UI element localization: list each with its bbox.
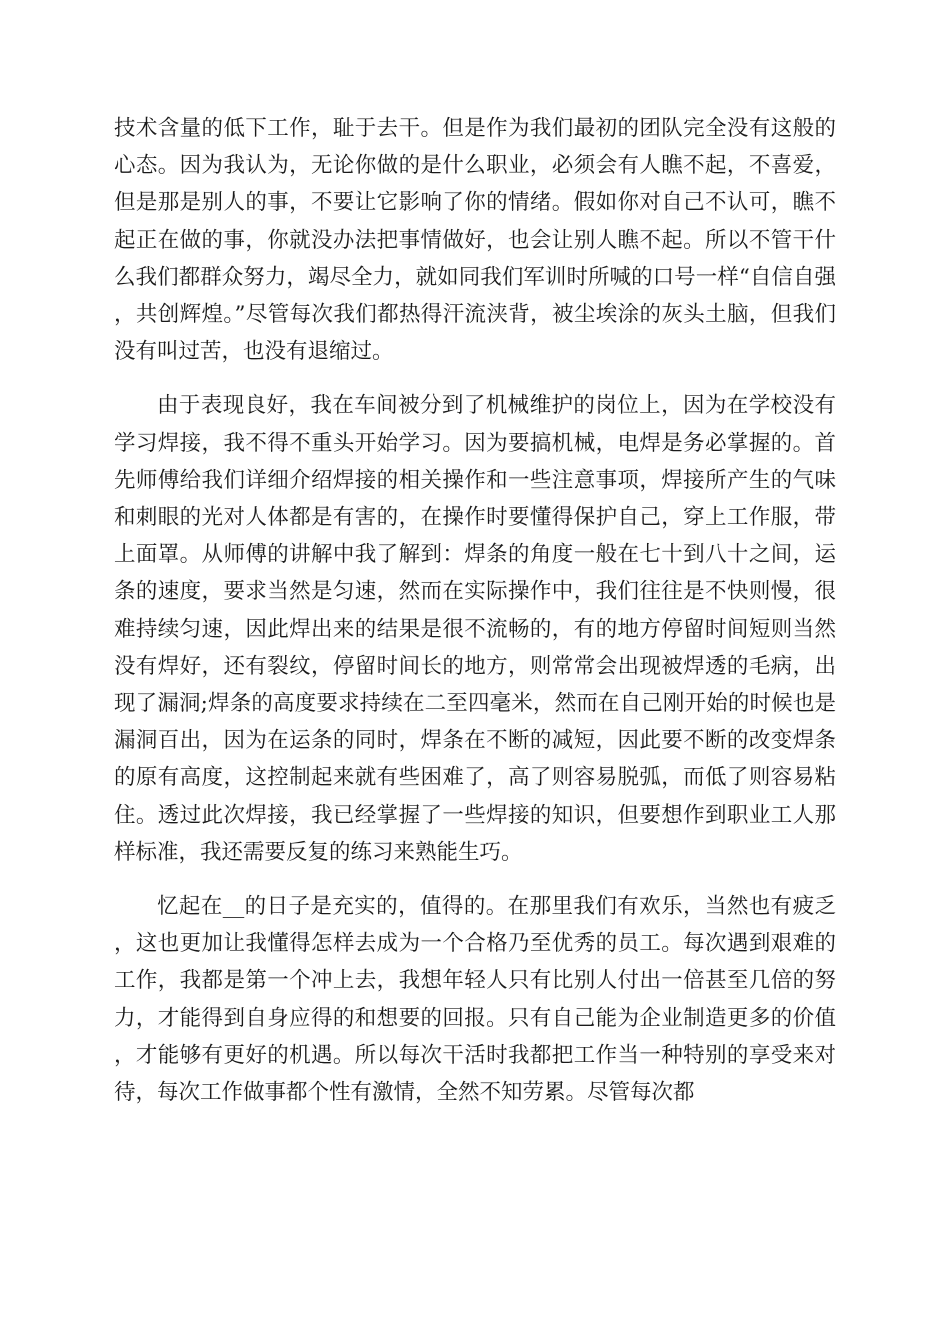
paragraph-2: 由于表现良好，我在车间被分到了机械维护的岗位上，因为在学校没有学习焊接，我不得不重头开始学习。因为要搞机械，电焊是务必掌握的。首先师傅给我们详细介绍焊接的相关操作和一些注意事项，焊接所产生的气味和刺眼的光对人体都是有害的，在操作时要懂得保护自己，穿上工作服，带上面罩。从师傅的讲解中我了解到：焊条的角度一般在七十到八十之间，运条的速度，要求当然是匀速，然而在实际操作中，我们往往是不快则慢，很难持续匀速，因此焊出来的结果是很不流畅的，有的地方停留时间短则当然没有焊好，还有裂纹，停留时间长的地方，则常常会出现被焊透的毛病，出现了漏洞;焊条的高度要求持续在二至四毫米，然而在自己刚开始的时候也是漏洞百出，因为在运条的同时，焊条在不断的减短，因此要不断的改变焊条的原有高度，这控制起来就有些困难了，高了则容易脱弧，而低了则容易粘住。透过此次焊接，我已经掌握了一些焊接的知识，但要想作到职业工人那样标准，我还需要反复的练习来熟能生巧。	[114, 393, 836, 865]
paragraph-3: 忆起在__的日子是充实的，值得的。在那里我们有欢乐，当然也有疲乏，这也更加让我懂得怎样去成为一个合格乃至优秀的员工。每次遇到艰难的工作，我都是第一个冲上去，我想年轻人只有比别人付出一倍甚至几倍的努力，才能得到自身应得的和想要的回报。只有自己能为企业制造更多的价值，才能够有更好的机遇。所以每次干活时我都把工作当一种特别的享受来对待，每次工作做事都个性有激情，全然不知劳累。尽管每次都	[114, 894, 836, 1106]
document-body	[114, 110, 836, 1128]
paragraph-1: 技术含量的低下工作，耻于去干。但是作为我们最初的团队完全没有这般的心态。因为我认为，无论你做的是什么职业，必须会有人瞧不起，不喜爱，但是那是别人的事，不要让它影响了你的情绪。假如你对自己不认可，瞧不起正在做的事，你就没办法把事情做好，也会让别人瞧不起。所以不管干什么我们都群众努力，竭尽全力，就如同我们军训时所喊的口号一样“自信自强，共创辉煌。”尽管每次我们都热得汗流浃背，被尘埃涂的灰头土脑，但我们没有叫过苦，也没有退缩过。	[114, 116, 836, 365]
